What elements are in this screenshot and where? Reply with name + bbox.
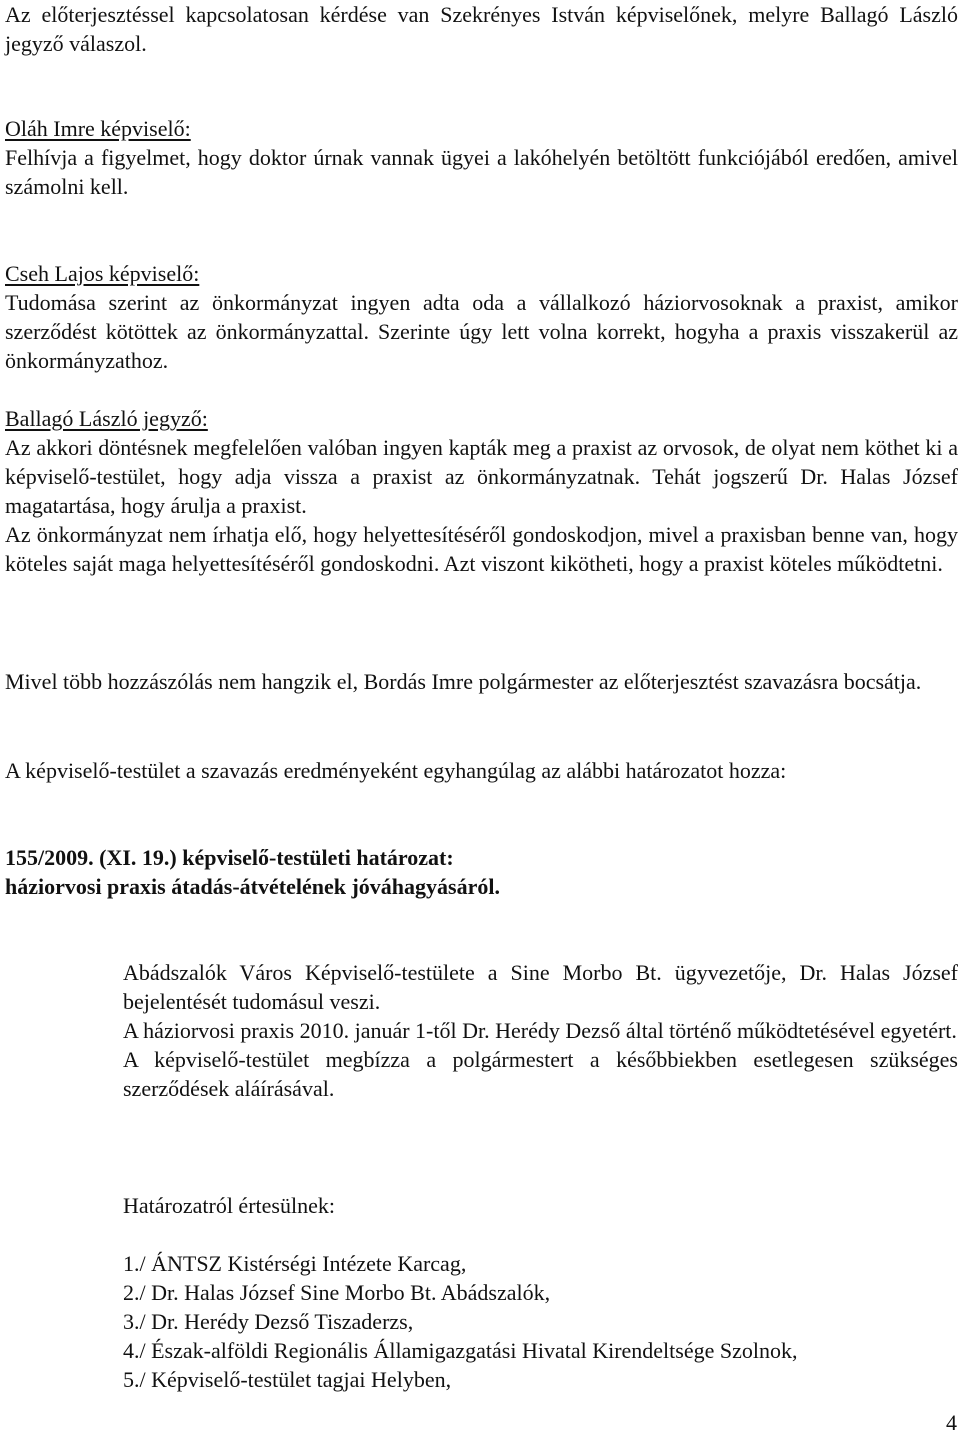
speaker-heading: Oláh Imre képviselő: <box>5 116 191 141</box>
section-ballago-laszlo <box>5 404 958 578</box>
speaker-paragraph: Az akkori döntésnek megfelelően valóban ingyen kapták meg a praxist az orvosok, de olyat nem köthet ki a képviselő-testület, hogy adja vissza a praxist az önkormányzatnak. Tehát jogszerű Dr. Halas József magatartása, hogy árulja a praxist. <box>5 435 958 518</box>
vote-intro-paragraph: Mivel több hozzászólás nem hangzik el, Bordás Imre polgármester az előterjesztést szavazásra bocsátja. <box>5 669 922 694</box>
resolution-points <box>123 958 958 1103</box>
page-number: 4 <box>946 1410 957 1435</box>
notification-item: 3./ Dr. Herédy Dezső Tiszaderzs, <box>123 1309 414 1334</box>
speaker-heading: Cseh Lajos képviselő: <box>5 261 200 286</box>
vote-result-paragraph: A képviselő-testület a szavazás eredményeként egyhangúlag az alábbi határozatot hozza: <box>5 758 787 783</box>
notification-item: 1./ ÁNTSZ Kistérségi Intézete Karcag, <box>123 1251 467 1276</box>
notification-section <box>123 1191 958 1394</box>
resolution-point: A háziorvosi praxis 2010. január 1-től Dr. Herédy Dezső által történő működtetésével egyetért. <box>123 1018 957 1043</box>
speaker-paragraph: Tudomása szerint az önkormányzat ingyen adta oda a vállalkozó háziorvosoknak a praxist, amikor szerződést kötöttek az önkormányzattal. Szerinte úgy lett volna korrekt, hogyha a praxis visszakerül az önkormányzathoz. <box>5 290 958 373</box>
notification-item: 4./ Észak-alföldi Regionális Államigazgatási Hivatal Kirendeltsége Szolnok, <box>123 1338 798 1363</box>
resolution-number: 155/2009. (XI. 19.) képviselő-testületi határozat: <box>5 845 454 870</box>
resolution-point: Abádszalók Város Képviselő-testülete a Sine Morbo Bt. ügyvezetője, Dr. Halas József bejelentését tudomásul veszi. <box>123 960 958 1014</box>
speaker-paragraph: Az önkormányzat nem írhatja elő, hogy helyettesítéséről gondoskodjon, mivel a praxisban benne van, hogy köteles saját maga helyettesítéséről gondoskodni. Azt viszont kikötheti, hogy a praxist köteles működtetni. <box>5 522 958 576</box>
section-olah-imre <box>5 114 958 201</box>
notification-item: 5./ Képviselő-testület tagjai Helyben, <box>123 1367 452 1392</box>
section-cseh-lajos <box>5 259 958 375</box>
resolution-title <box>5 843 958 901</box>
intro-paragraph: Az előterjesztéssel kapcsolatosan kérdése van Szekrényes István képviselőnek, melyre Ballagó László jegyző válaszol. <box>5 2 958 56</box>
speaker-paragraph: Felhívja a figyelmet, hogy doktor úrnak vannak ügyei a lakóhelyén betöltött funkciójából eredően, amivel számolni kell. <box>5 145 958 199</box>
speaker-heading: Ballagó László jegyző: <box>5 406 208 431</box>
resolution-subject: háziorvosi praxis átadás-átvételének jóváhagyásáról. <box>5 874 500 899</box>
notification-heading: Határozatról értesülnek: <box>123 1193 335 1218</box>
notification-item: 2./ Dr. Halas József Sine Morbo Bt. Abádszalók, <box>123 1280 551 1305</box>
resolution-point: A képviselő-testület megbízza a polgármestert a későbbiekben esetlegesen szükséges szerződések aláírásával. <box>123 1047 958 1101</box>
